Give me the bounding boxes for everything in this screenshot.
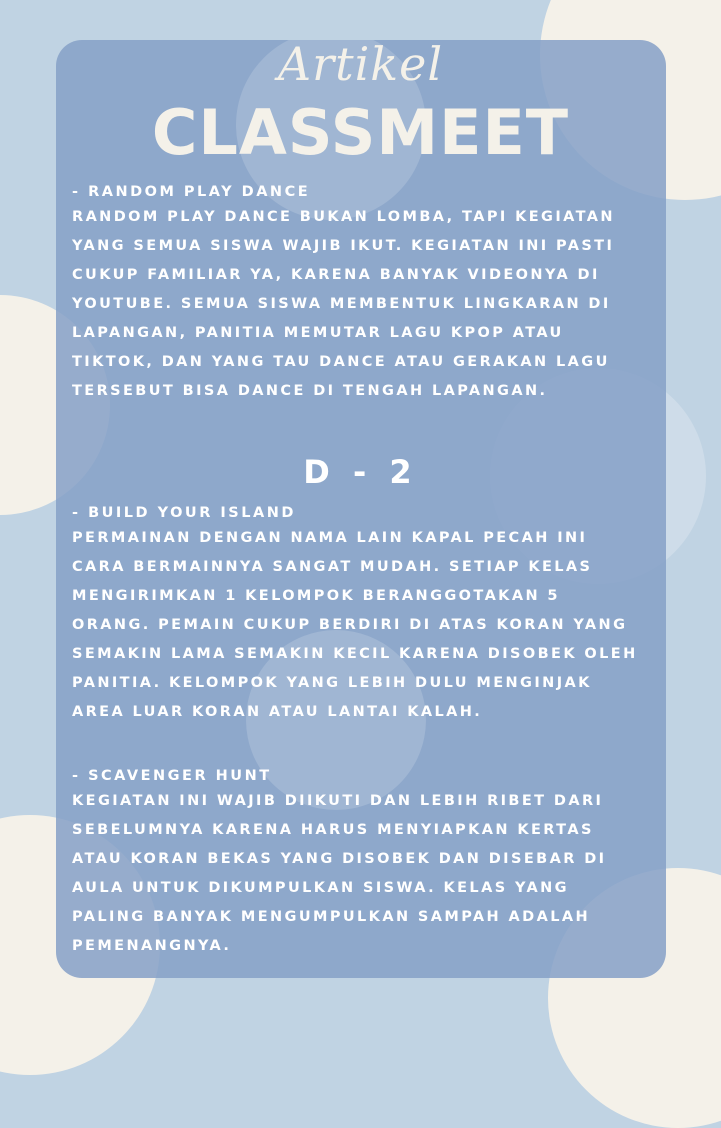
body-line: PEMENANGNYA. — [72, 938, 232, 954]
body-line: AREA LUAR KORAN ATAU LANTAI KALAH. — [72, 704, 483, 720]
body-line: YOUTUBE. SEMUA SISWA MEMBENTUK LINGKARAN DI — [72, 296, 611, 312]
body-line: PERMAINAN DENGAN NAMA LAIN KAPAL PECAH INI — [72, 530, 588, 546]
day-label: D - 2 — [303, 453, 418, 491]
body-line: RANDOM PLAY DANCE BUKAN LOMBA, TAPI KEGIATAN — [72, 209, 615, 225]
body-line: LAPANGAN, PANITIA MEMUTAR LAGU KPOP ATAU — [72, 325, 564, 341]
body-line: SEMAKIN LAMA SEMAKIN KECIL KARENA DISOBEK OLEH — [72, 646, 638, 662]
section-heading: - SCAVENGER HUNT — [72, 768, 272, 784]
section-random-play-dance — [72, 181, 652, 406]
body-line: TERSEBUT BISA DANCE DI TENGAH LAPANGAN. — [72, 383, 548, 399]
body-line: AULA UNTUK DIKUMPULKAN SISWA. KELAS YANG — [72, 880, 569, 896]
section-heading: - BUILD YOUR ISLAND — [72, 505, 296, 521]
section-heading: - RANDOM PLAY DANCE — [72, 184, 311, 200]
body-line: CARA BERMAINNYA SANGAT MUDAH. SETIAP KELAS — [72, 559, 593, 575]
body-line: YANG SEMUA SISWA WAJIB IKUT. KEGIATAN INI PASTI — [72, 238, 615, 254]
body-line: KEGIATAN INI WAJIB DIIKUTI DAN LEBIH RIBET DARI — [72, 793, 604, 809]
body-line: SEBELUMNYA KARENA HARUS MENYIAPKAN KERTAS — [72, 822, 594, 838]
body-line: PALING BANYAK MENGUMPULKAN SAMPAH ADALAH — [72, 909, 590, 925]
body-line: ORANG. PEMAIN CUKUP BERDIRI DI ATAS KORAN YANG — [72, 617, 628, 633]
section-scavenger-hunt — [72, 765, 652, 961]
section-build-your-island — [72, 502, 652, 727]
classmeet-title: CLASSMEET — [151, 96, 570, 169]
body-line: MENGIRIMKAN 1 KELOMPOK BERANGGOTAKAN 5 — [72, 588, 560, 604]
body-line: CUKUP FAMILIAR YA, KARENA BANYAK VIDEONYA DI — [72, 267, 600, 283]
article-script-title: Artikel — [277, 37, 444, 91]
body-line: TIKTOK, DAN YANG TAU DANCE ATAU GERAKAN LAGU — [72, 354, 610, 370]
body-line: PANITIA. KELOMPOK YANG LEBIH DULU MENGINJAK — [72, 675, 592, 691]
body-line: ATAU KORAN BEKAS YANG DISOBEK DAN DISEBAR DI — [72, 851, 607, 867]
